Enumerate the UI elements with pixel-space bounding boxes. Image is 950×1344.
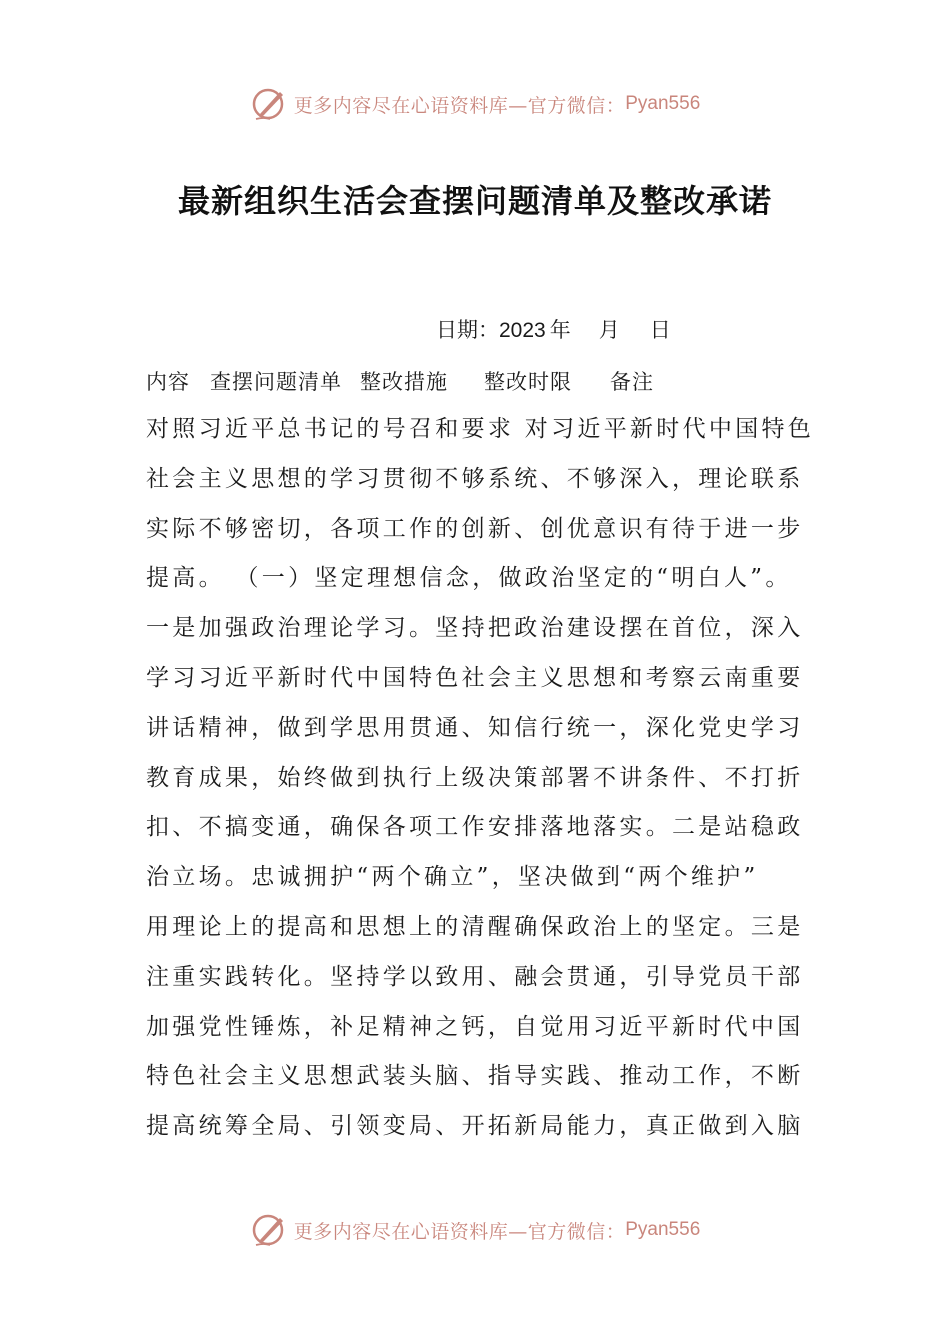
body-line: 加强党性锤炼，补足精神之钙，自觉用习近平新时代中国 <box>146 1013 804 1040</box>
date-year-unit: 年 <box>549 318 571 342</box>
table-header-row <box>146 366 654 396</box>
header-issue-list: 查摆问题清单 <box>210 370 342 394</box>
body-line: 实际不够密切，各项工作的创新、创优意识有待于进一步 <box>146 515 804 542</box>
header-watermark <box>0 82 950 126</box>
body-line: 特色社会主义思想武装头脑、指导实践、推动工作，不断 <box>146 1063 804 1090</box>
body-line: 讲话精神，做到学思用贯通、知信行统一，深化党史学习 <box>146 714 804 741</box>
date-line <box>436 314 671 344</box>
body-line: 学习习近平新时代中国特色社会主义思想和考察云南重要 <box>146 664 804 691</box>
header-deadline: 整改时限 <box>484 370 572 394</box>
date-label: 日期： <box>436 318 499 342</box>
body-text <box>146 410 816 1157</box>
quill-logo-icon <box>250 84 290 124</box>
body-line: 用理论上的提高和思想上的清醒确保政治上的坚定。三是 <box>146 913 804 940</box>
header-content: 内容 <box>146 370 190 394</box>
header-notes: 备注 <box>610 370 654 394</box>
date-year: 2023 <box>499 319 546 342</box>
watermark-text: 更多内容尽在心语资料库—官方微信： <box>293 1220 626 1243</box>
body-line: 提高统筹全局、引领变局、开拓新局能力，真正做到入脑 <box>146 1113 804 1140</box>
footer-watermark <box>0 1208 950 1252</box>
date-month-unit: 月 <box>598 318 620 342</box>
header-measures: 整改措施 <box>360 370 448 394</box>
body-line: 扣、不搞变通，确保各项工作安排落地落实。二是站稳政 <box>146 814 804 841</box>
document-title: 最新组织生活会查摆问题清单及整改承诺 <box>177 182 772 220</box>
watermark-text: 更多内容尽在心语资料库—官方微信： <box>293 94 626 117</box>
body-line: 对照习近平总书记的号召和要求 对习近平新时代中国特色 <box>146 416 815 442</box>
watermark-wechat-id: Pyan556 <box>625 1219 701 1240</box>
body-line: 一是加强政治理论学习。坚持把政治建设摆在首位，深入 <box>146 615 804 642</box>
watermark-wechat-id: Pyan556 <box>625 93 701 114</box>
body-line: 治立场。忠诚拥护“两个确立”，坚决做到“两个维护” <box>146 864 759 891</box>
body-line: 教育成果，始终做到执行上级决策部署不讲条件、不打折 <box>146 764 804 791</box>
body-line: 提高。 （一）坚定理想信念，做政治坚定的“明白人”。 <box>146 565 792 592</box>
body-line: 社会主义思想的学习贯彻不够系统、不够深入，理论联系 <box>146 465 804 492</box>
date-day-unit: 日 <box>649 318 671 342</box>
quill-logo-icon <box>250 1210 290 1250</box>
body-line: 注重实践转化。坚持学以致用、融会贯通，引导党员干部 <box>146 963 804 990</box>
